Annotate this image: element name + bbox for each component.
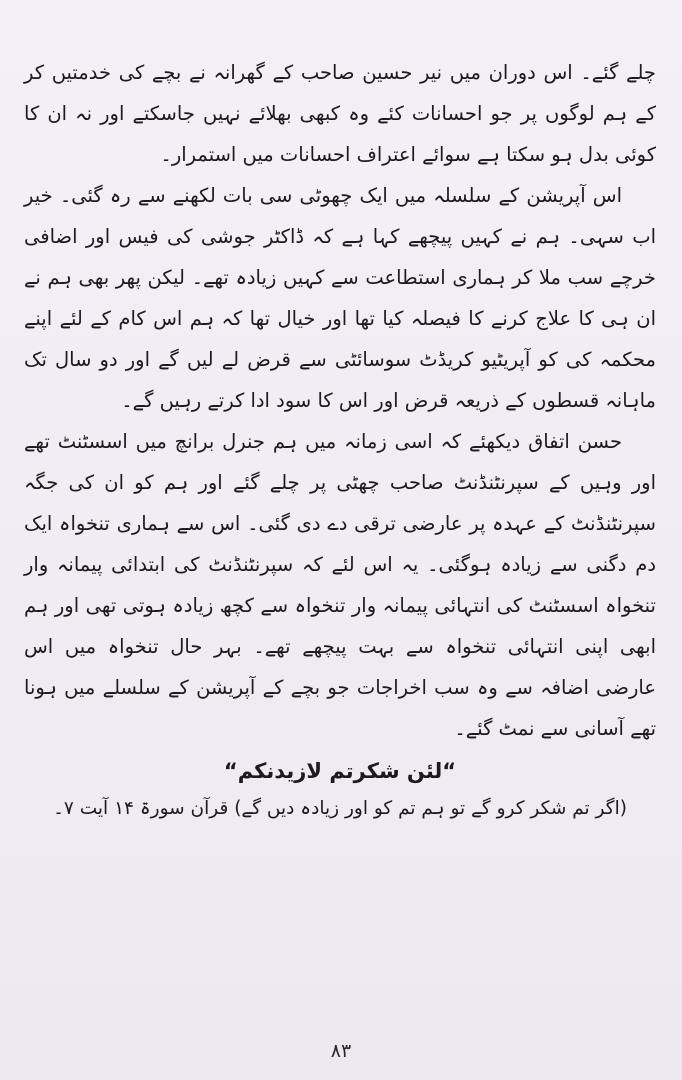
paragraph-1: چلے گئے۔ اس دوران میں نیر حسین صاحب کے گھرانہ نے بچے کی خدمتیں کر کے ہم لوگوں پر جو احسانات کئے وہ کبھی بھلائے نہیں جاسکتے اور نہ ان کا کوئی بدل ہو سکتا ہے سوائے اعتراف احسانات میں استمرار۔ [24,61,656,166]
verse-translation: (اگر تم شکر کرو گے تو ہم تم کو اور زیادہ دیں گے) قرآن سورۃ ۱۴ آیت ۷۔ [53,798,627,819]
paragraph-3: حسن اتفاق دیکھئے کہ اسی زمانہ میں ہم جنرل برانچ میں اسسٹنٹ تھے اور وہیں کے سپرنٹنڈنٹ صاحب چھٹی پر چلے گئے اور ہم کو ان کی جگہ سپرنٹنڈنٹ کے عہدہ پر عارضی ترقی دے دی گئی۔ اس سے ہماری تنخواہ ایک دم دگنی سے زیادہ ہوگئی۔ یہ اس لئے کہ سپرنٹنڈنٹ کی ابتدائی پیمانہ وار تنخواہ اسسٹنٹ کی انتہائی پیمانہ وار تنخواہ سے کچھ زیادہ ہوتی تھی اور ہم ابھی اپنی انتہائی تنخواہ سے بہت پیچھے تھے۔ بہر حال تنخواہ میں اس عارضی اضافہ سے وہ سب اخراجات جو بچے کے آپریشن کے سلسلے میں ہونا تھے آسانی سے نمٹ گئے۔ [24,430,656,740]
page-number: ۸۳ [330,1040,352,1062]
quranic-verse: “لئن شکرتم لازیدنکم“ [223,759,457,783]
page-body [24,52,656,827]
paragraph-2: اس آپریشن کے سلسلہ میں ایک چھوٹی سی بات لکھنے سے رہ گئی۔ خیر اب سہی۔ ہم نے کہیں پیچھے کہا ہے کہ ڈاکٹر جوشی کی فیس اور اضافی خرچے سب ملا کر ہماری استطاعت سے کہیں زیادہ تھے۔ لیکن پھر بھی ہم نے ان ہی کا علاج کرنے کا فیصلہ کیا تھا اور خیال تھا کہ ہم اس کام کے لئے اپنے محکمہ کی کو آپریٹیو کریڈٹ سوسائٹی سے قرض لے لیں گے اور دو سال تک ماہانہ قسطوں کے ذریعہ قرض اور اس کا سود ادا کرتے رہیں گے۔ [24,184,656,412]
